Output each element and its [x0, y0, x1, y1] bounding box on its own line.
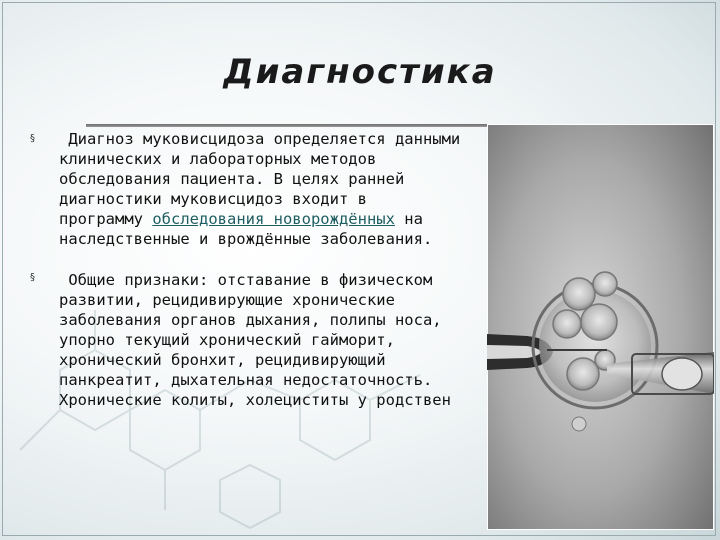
slide-title: Диагностика [223, 52, 497, 92]
text-line: хронический бронхит, рецидивирующий [59, 351, 386, 369]
text-line: Хронические колиты, холециститы у родствен [59, 391, 451, 409]
text-line [59, 209, 509, 229]
text-line: Диагноз муковисцидоза определяется данными [59, 130, 461, 148]
paragraph-diagnosis [59, 129, 509, 249]
bullet-marker-1: § [30, 133, 35, 144]
text-line: наследственные и врождённые заболевания. [59, 230, 433, 248]
text-line: клинических и лабораторных методов [59, 150, 377, 168]
text-line: Общие признаки: отставание в физическом [59, 271, 433, 289]
ivf-microinjection-photo [487, 124, 714, 530]
newborn-screening-link[interactable]: обследования новорождённых [152, 210, 395, 228]
paragraph-symptoms [59, 270, 489, 410]
text-fragment: на [394, 210, 423, 228]
text-line: диагностики муковисцидоз входит в [59, 190, 367, 208]
text-line: упорно текущий хронический гайморит, [59, 331, 395, 349]
text-line: обследования пациента. В целях ранней [59, 170, 405, 188]
bullet-marker-2: § [30, 272, 35, 283]
text-line: панкреатит, дыхательная недостаточность. [59, 371, 433, 389]
text-line: заболевания органов дыхания, полипы носа, [59, 311, 442, 329]
text-fragment: программу [59, 210, 153, 228]
text-line: развитии, рецидивирующие хронические [59, 291, 395, 309]
